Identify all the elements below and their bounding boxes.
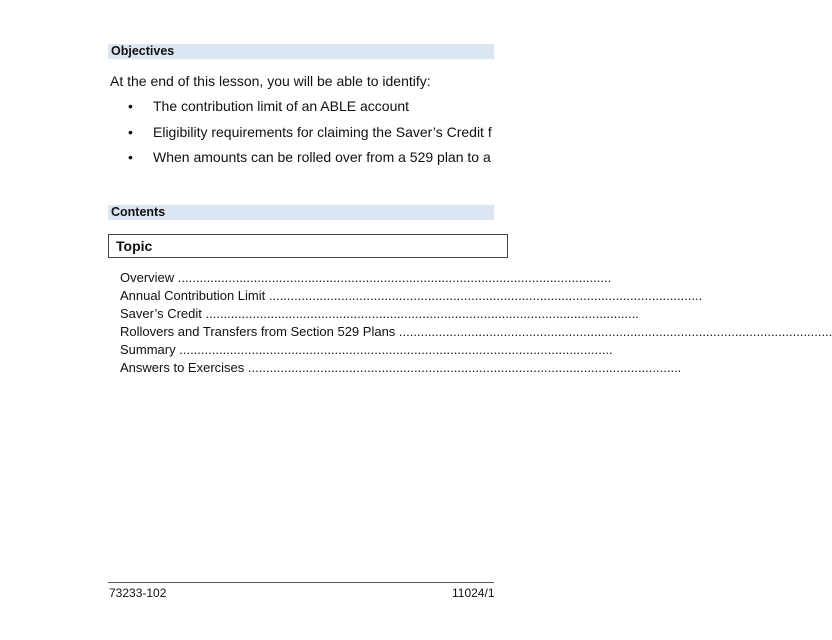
- objective-text: When amounts can be rolled over from a 529 plan to a: [153, 149, 491, 165]
- contents-heading: Contents: [108, 205, 494, 220]
- topic-table-header: Topic: [108, 234, 508, 258]
- toc-entry[interactable]: [120, 359, 682, 377]
- bullet-icon: •: [128, 149, 133, 165]
- toc-entry-label[interactable]: Summary: [120, 342, 176, 357]
- toc-leader: ........................................................................................................................: [265, 288, 703, 303]
- bullet-icon: •: [128, 124, 133, 140]
- toc-entry-label[interactable]: Answers to Exercises: [120, 360, 245, 375]
- toc-leader: ........................................................................................................................: [175, 342, 613, 357]
- toc-entry[interactable]: [120, 305, 639, 323]
- objective-text: The contribution limit of an ABLE account: [153, 98, 410, 114]
- toc-entry-label[interactable]: Saver’s Credit: [120, 306, 202, 321]
- objective-item: [128, 123, 492, 141]
- objective-text: Eligibility requirements for claiming the Saver’s Credit f: [153, 124, 492, 140]
- toc-entry[interactable]: [120, 323, 832, 341]
- footer-date-code: 11024/1: [452, 586, 495, 600]
- toc-entry[interactable]: [120, 269, 612, 287]
- objective-item: [128, 148, 491, 166]
- objectives-intro: At the end of this lesson, you will be able to identify:: [110, 73, 431, 89]
- toc-entry[interactable]: [120, 341, 613, 359]
- objective-item: [128, 97, 409, 115]
- toc-leader: ........................................................................................................................: [201, 306, 639, 321]
- bullet-icon: •: [128, 98, 133, 114]
- toc-entry-label[interactable]: Annual Contribution Limit: [120, 288, 266, 303]
- toc-leader: ........................................................................................................................: [244, 360, 682, 375]
- toc-leader: ........................................................................................................................: [395, 324, 832, 339]
- toc-entry[interactable]: [120, 287, 703, 305]
- footer-course-code: 73233-102: [109, 586, 167, 600]
- footer-divider: [108, 582, 494, 583]
- toc-entry-label[interactable]: Overview: [120, 270, 175, 285]
- toc-leader: ........................................................................................................................: [174, 270, 612, 285]
- table-of-contents: [120, 269, 832, 377]
- toc-entry-label[interactable]: Rollovers and Transfers from Section 529 Plans: [120, 324, 396, 339]
- objectives-heading: Objectives: [108, 44, 494, 59]
